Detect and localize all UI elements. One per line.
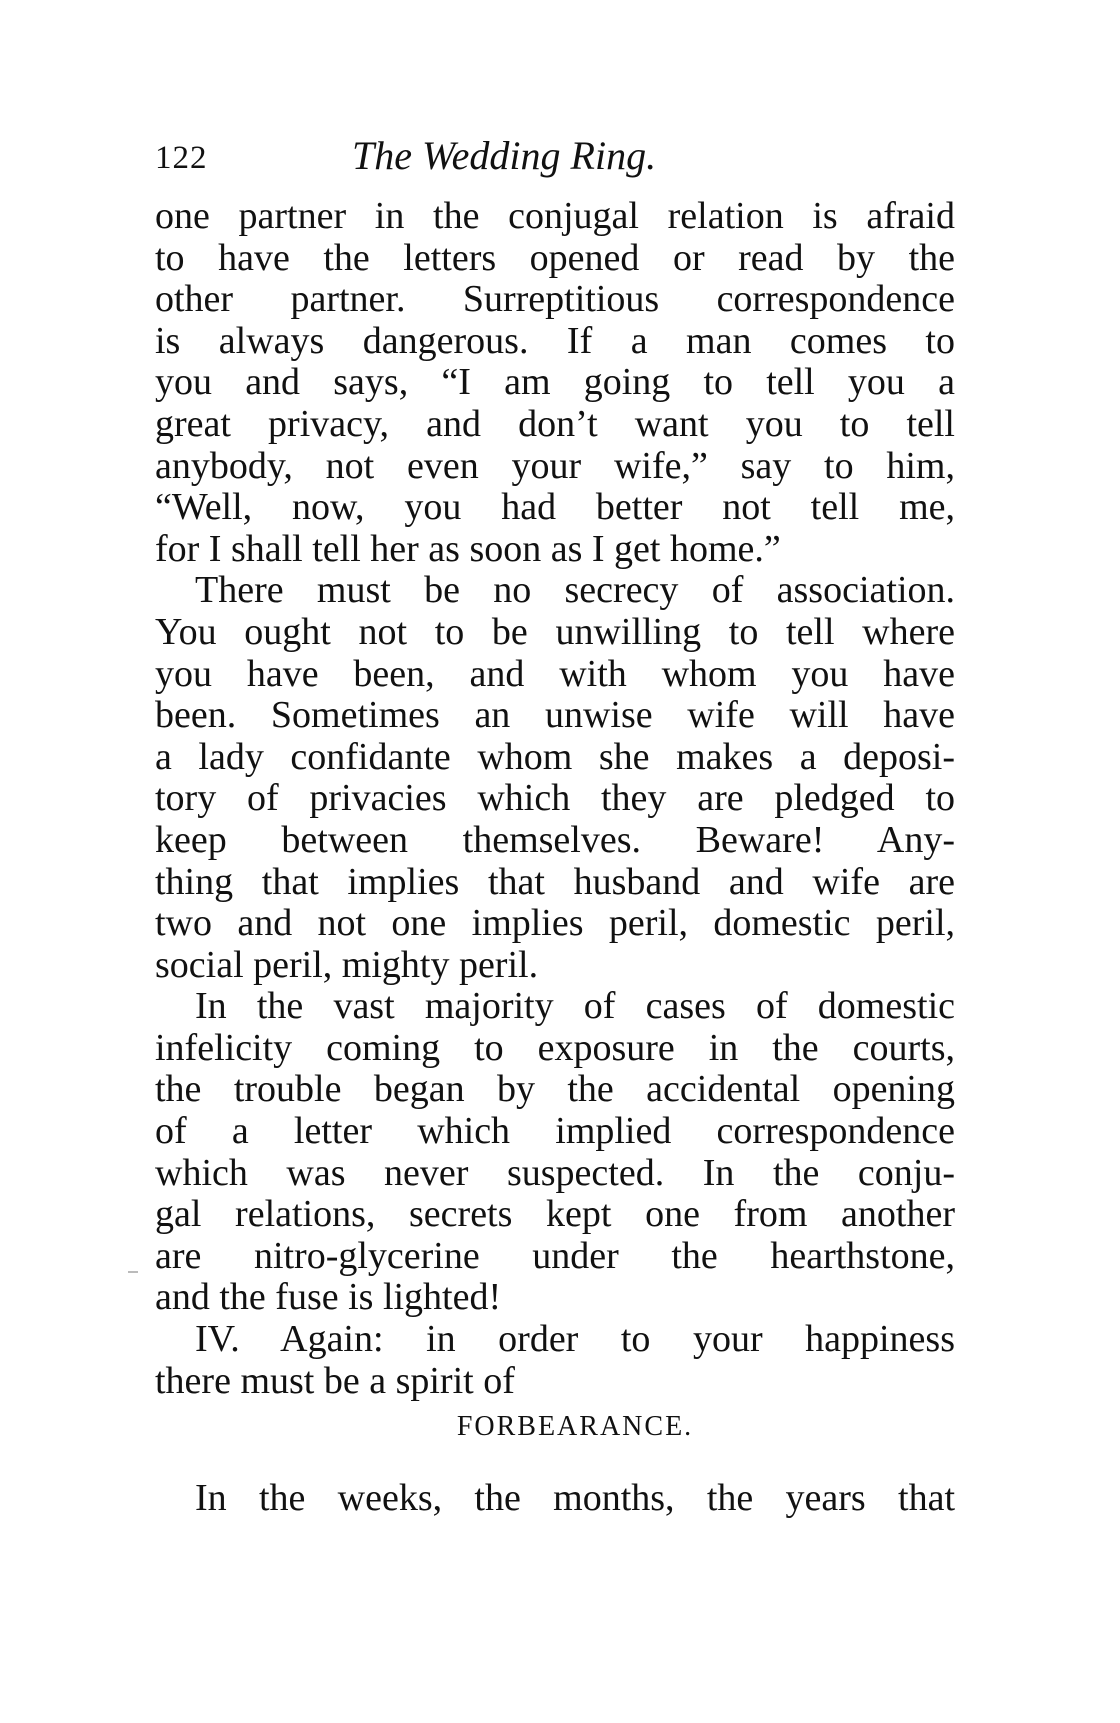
running-head — [155, 132, 955, 182]
text-line: one partner in the conjugal relation is afraid — [155, 195, 955, 237]
text-line: You ought not to be unwilling to tell where — [155, 610, 955, 653]
text-line: keep between themselves. Beware! Any- — [155, 818, 955, 861]
text-line: other partner. Surreptitious correspondence — [155, 278, 955, 321]
text-line: anybody, not even your wife,” say to him, — [155, 444, 955, 487]
text-line: IV. Again: in order to your happiness — [195, 1318, 955, 1361]
text-line: There must be no secrecy of association. — [195, 569, 955, 612]
text-line: of a letter which implied correspondence — [155, 1110, 955, 1153]
text-line: gal relations, secrets kept one from another — [155, 1193, 955, 1236]
text-line: the trouble began by the accidental opening — [155, 1068, 955, 1111]
text-line: thing that implies that husband and wife are — [155, 860, 955, 903]
page-number: 122 — [155, 140, 208, 176]
text-line: In the weeks, the months, the years that — [195, 1477, 955, 1519]
text-line: you and says, “I am going to tell you a — [155, 361, 955, 404]
text-line: are nitro-glycerine under the hearthstone, — [155, 1234, 955, 1277]
text-line: social peril, mighty peril. — [155, 943, 539, 986]
body-text — [155, 196, 955, 1402]
text-line: great privacy, and don’t want you to tell — [155, 402, 955, 445]
text-line: for I shall tell her as soon as I get home.” — [155, 527, 781, 570]
text-line: is always dangerous. If a man comes to — [155, 319, 955, 362]
section-heading: FORBEARANCE. — [456, 1411, 694, 1442]
tail-text — [155, 1478, 955, 1520]
text-line: which was never suspected. In the conju- — [155, 1151, 955, 1194]
text-line: In the vast majority of cases of domestic — [195, 985, 955, 1028]
text-line: to have the letters opened or read by the — [155, 236, 955, 279]
text-line: a lady confidante whom she makes a deposi- — [155, 735, 955, 778]
text-line: there must be a spirit of — [155, 1359, 515, 1402]
running-title: The Wedding Ring. — [352, 133, 657, 178]
text-line: infelicity coming to exposure in the courts, — [155, 1026, 955, 1069]
text-line: been. Sometimes an unwise wife will have — [155, 694, 955, 737]
text-line: and the fuse is lighted! — [155, 1276, 502, 1319]
text-line: tory of privacies which they are pledged to — [155, 777, 955, 820]
text-line: two and not one implies peril, domestic peril, — [155, 902, 955, 945]
margin-mark — [128, 1271, 138, 1273]
text-line: “Well, now, you had better not tell me, — [155, 486, 955, 529]
text-line: you have been, and with whom you have — [155, 652, 955, 695]
